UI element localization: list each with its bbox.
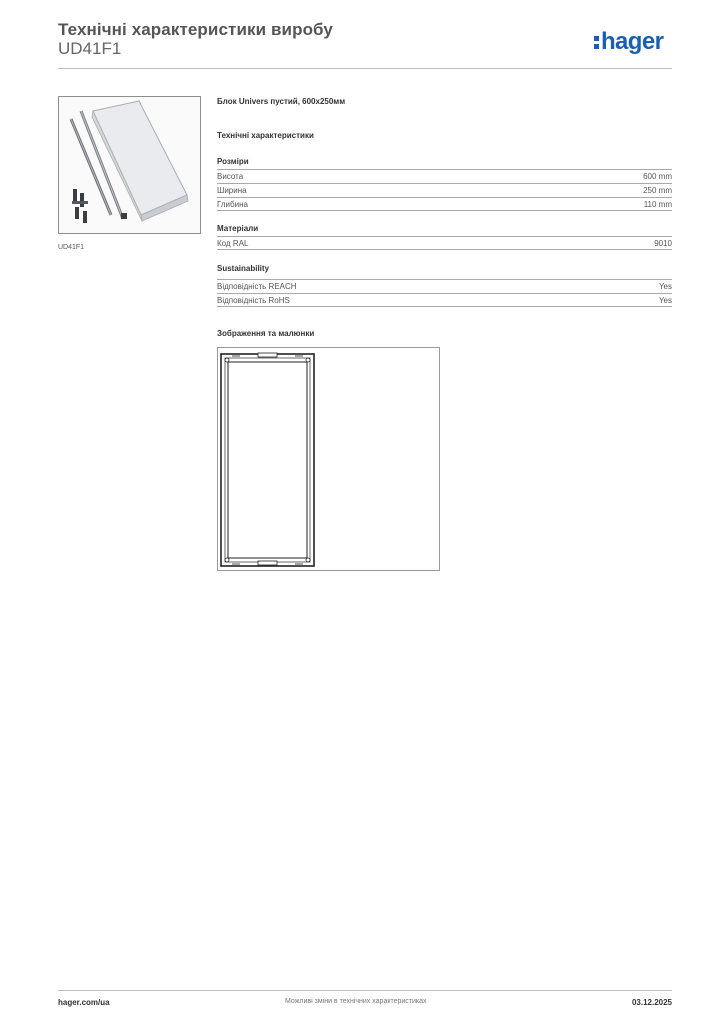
logo-text: hager bbox=[601, 28, 664, 55]
specs-heading: Технічні характеристики bbox=[217, 131, 314, 140]
footer-disclaimer: Можливі зміни в технічних характеристиках bbox=[285, 998, 427, 1005]
section-title-materials: Матеріали bbox=[217, 224, 259, 233]
logo-colon-mark bbox=[594, 34, 599, 48]
product-description: Блок Univers пустий, 600x250мм bbox=[217, 97, 346, 106]
spec-label: Код RAL bbox=[217, 238, 249, 248]
spec-row-depth bbox=[217, 197, 672, 211]
header-divider bbox=[58, 68, 672, 69]
spec-value: 110 mm bbox=[643, 199, 672, 209]
spec-label: Висота bbox=[217, 172, 244, 181]
spec-label: Відповідність RoHS bbox=[217, 295, 290, 305]
spec-value: 250 mm bbox=[643, 186, 672, 195]
images-heading: Зображення та малюнки bbox=[217, 329, 315, 338]
spec-value: 600 mm bbox=[643, 172, 672, 181]
technical-drawing-illustration bbox=[218, 348, 439, 570]
spec-row-height bbox=[217, 169, 672, 183]
spec-row-rohs bbox=[217, 293, 672, 307]
footer-divider bbox=[58, 990, 672, 991]
footer-website-link[interactable]: hager.com/ua bbox=[58, 998, 110, 1007]
section-title-sustainability: Sustainability bbox=[217, 264, 270, 273]
photo-caption: UD41F1 bbox=[58, 244, 85, 251]
spec-row-width bbox=[217, 183, 672, 197]
footer-date: 03.12.2025 bbox=[631, 998, 672, 1007]
spec-label: Відповідність REACH bbox=[217, 282, 297, 291]
technical-drawing bbox=[217, 347, 440, 571]
section-title-dimensions: Розміри bbox=[217, 157, 249, 166]
spec-row-reach bbox=[217, 279, 672, 293]
spec-value: 9010 bbox=[654, 238, 672, 248]
hager-logo bbox=[594, 28, 663, 56]
spec-label: Глибина bbox=[217, 199, 248, 209]
spec-value: Yes bbox=[658, 282, 672, 291]
product-photo-illustration bbox=[59, 97, 200, 233]
spec-row-ral-code bbox=[217, 236, 672, 250]
product-photo bbox=[58, 96, 201, 234]
page-title: Технічні характеристики виробу bbox=[58, 20, 333, 39]
product-sku: UD41F1 bbox=[58, 39, 122, 58]
spec-label: Ширина bbox=[217, 186, 247, 195]
spec-value: Yes bbox=[658, 295, 672, 305]
